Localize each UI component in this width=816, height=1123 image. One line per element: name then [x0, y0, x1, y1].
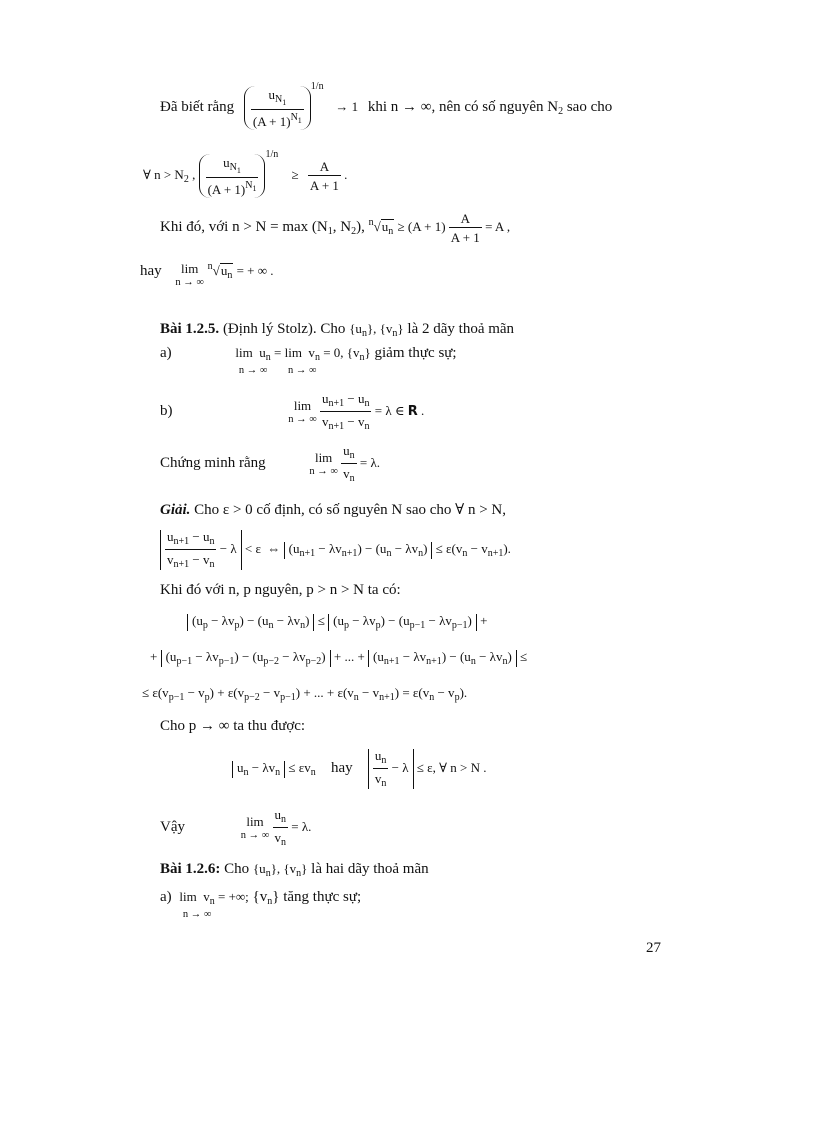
conclusion-line: Vậy lim n → ∞ $\frac{u_n}{v_n}$ = λ.	[160, 807, 312, 848]
solution-line: Giải. Cho ε > 0 cố định, có số nguyên N sao cho ∀ n > N,	[160, 502, 506, 518]
solution-ineq: $\frac{u_{n+1} - u_n}{v_{n+1} - v_n}$ − λ < ε ⇔ $(u_{n+1} - \lambda v_{n+1}) - (u_n - \lambda v_n) \le \varepsilon(v_n - v_{n+1})$.	[160, 530, 511, 570]
text-then: Khi đó, với n > N = max (N	[160, 218, 328, 235]
exercise-label: Bài 1.2.5.	[160, 321, 220, 337]
then-line: Khi đó với n, p nguyên, p > n > N ta có:	[160, 582, 401, 598]
line-hay: hay lim n → ∞ $^n√u_n$ = + ∞ .	[140, 261, 274, 288]
result-ineq: $u_n - \lambda v_n \le \varepsilon v_n$ hay $\frac{u_n}{v_n}$ − λ ≤ ε, ∀ n > N .	[232, 749, 486, 789]
exercise-1-2-6: Bài 1.2.6: Cho $\{u_n\}$, $\{v_n\}$ là hai dãy thoả mãn	[160, 861, 429, 879]
text-such-that: sao cho	[566, 99, 613, 115]
page-number: 27	[646, 940, 661, 956]
math-ratio-power: $\frac{u_{N_1}}{(A + 1)^{N_1}}$	[244, 86, 311, 130]
text-as-n: khi n → ∞, nên có số nguyên N	[367, 99, 559, 115]
telescope-3: ≤ $\varepsilon(v_{p-1} - v_p) + \varepsilon(v_{p-2} - v_{p-1})$ + ... + $\varepsilon(v_n - v_{n+1}) = \varepsilon(v_n - v_p)$.	[142, 685, 468, 703]
text-hay: hay	[140, 263, 162, 279]
line-known: Đã biết rằng $\frac{u_{N_1}}{(A + 1)^{N_1}}$ $^{1/n}$ → 1 khi n → ∞, nên có số nguyên $N_2$ sao cho	[160, 81, 613, 130]
line-max: Khi đó, với $n > N = \max (N_1$, $N_2$), $^n√u_n \ge (A + 1)$ $\frac{A}{A + 1}$ = A ,	[160, 211, 511, 245]
condition-a2: a) $\lim v_n$ n → ∞ = +∞; $\{v_n\}$ tăng thực sự;	[160, 889, 362, 920]
condition-b: b) lim n → ∞ $\frac{u_{n+1} - u_n}{v_{n+1} - v_n}$ = λ ∈ R .	[160, 391, 425, 432]
exercise-tail: là 2 dãy thoả mãn	[407, 321, 515, 337]
telescope-2: + $(u_{p-1} - \lambda v_{p-1}) - (u_{p-2} - \lambda v_{p-2})$ + ... + $(u_{n+1} - \lambda v_{n+1}) - (u_n - \lambda v_n)$ ≤	[150, 649, 528, 667]
condition-a: a) $\lim u_n$ n → ∞ = $\lim v_n$ n → ∞ = 0, $\{v_n\}$ giảm thực sự;	[160, 345, 457, 376]
text-known: Đã biết rằng	[160, 99, 235, 115]
let-p-line: Cho p → ∞ ta thu được:	[160, 718, 306, 734]
exercise-1-2-5: Bài 1.2.5. (Định lý Stolz). Cho $\{u_n\}$, $\{v_n\}$ là 2 dãy thoả mãn	[160, 321, 515, 339]
prove-line: Chứng minh rằng lim n → ∞ $\frac{u_n}{v_n}$ = λ.	[160, 443, 381, 484]
telescope-1: $(u_p - \lambda v_p) - (u_n - \lambda v_n) \le (u_p - \lambda v_p) - (u_{p-1} - \lambda v_{p-1})$ +	[187, 614, 487, 631]
exercise-text: (Định lý Stolz). Cho	[222, 321, 346, 337]
line-forall: ∀ $n > N_2$ , $\frac{u_{N_1}}{(A + 1)^{N_1}}$ $^{1/n}$ ≥ $\frac{A}{A + 1}$ .	[143, 149, 348, 198]
